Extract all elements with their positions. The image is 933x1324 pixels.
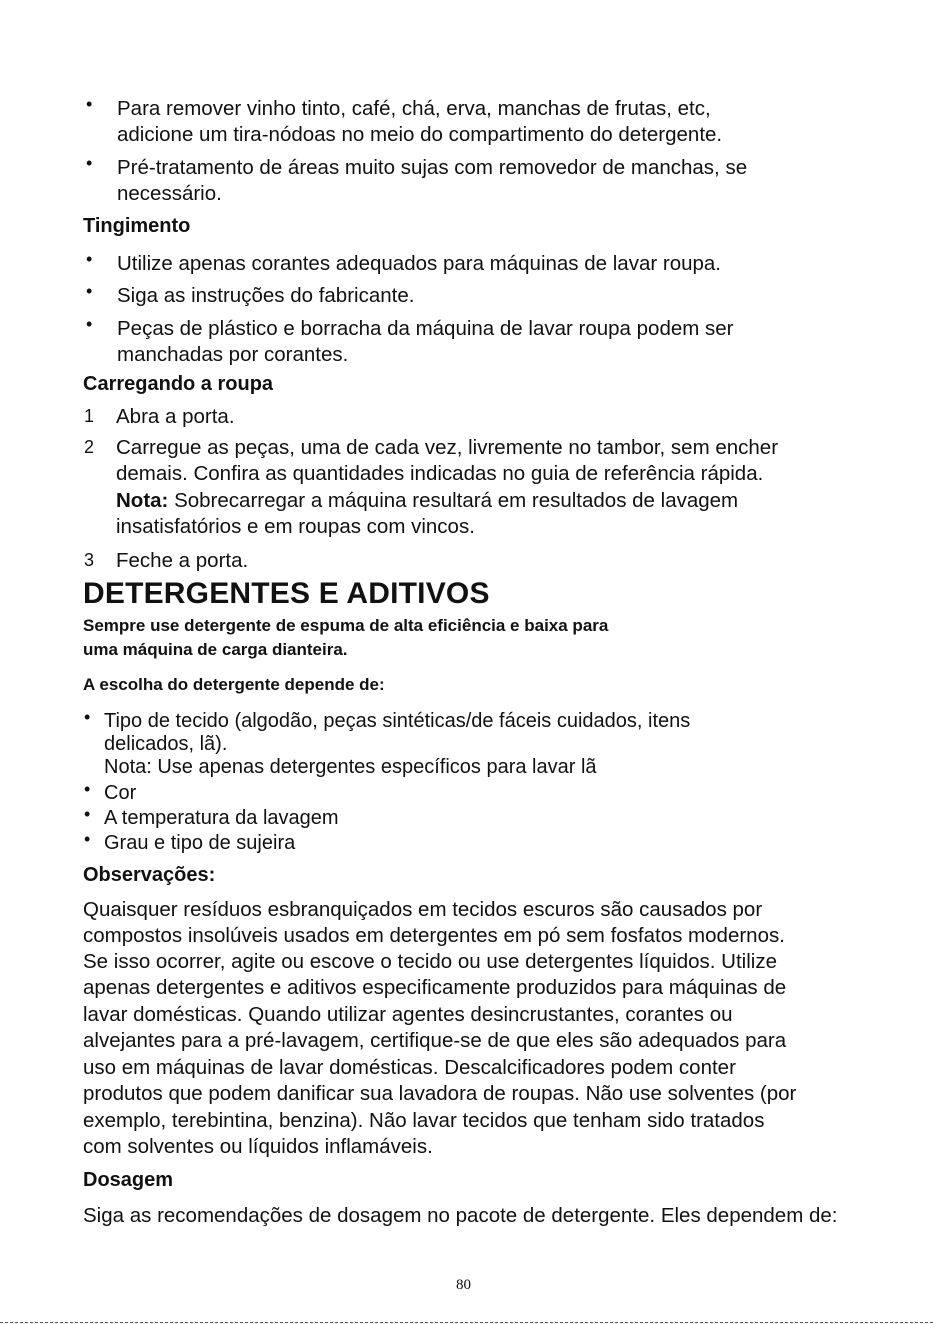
observacoes-line-2: compostos insolúveis usados em detergentes em pó sem fosfatos modernos. bbox=[83, 924, 785, 947]
intro-bullet-2-line-1: Pré-tratamento de áreas muito sujas com removedor de manchas, se bbox=[117, 156, 748, 179]
dosagem-text: Siga as recomendações de dosagem no pacote de detergente. Eles dependem de: bbox=[83, 1204, 838, 1227]
intro-bullet-2-line-2: necessário. bbox=[117, 182, 222, 205]
bullet-marker: • bbox=[86, 314, 93, 334]
observacoes-line-5: lavar domésticas. Quando utilizar agentes desincrustantes, corantes ou bbox=[83, 1003, 733, 1026]
bullet-marker: • bbox=[86, 249, 93, 269]
observacoes-line-1: Quaisquer resíduos esbranquiçados em tecidos escuros são causados por bbox=[83, 898, 763, 921]
dosagem-heading: Dosagem bbox=[83, 1169, 174, 1191]
step-3-text: Feche a porta. bbox=[116, 549, 249, 572]
section-title: DETERGENTES E ADITIVOS bbox=[83, 577, 490, 610]
choice-item-1-line-2: delicados, lã). bbox=[104, 733, 228, 755]
step-number: 3 bbox=[84, 550, 95, 570]
choice-item-4: Grau e tipo de sujeira bbox=[104, 832, 296, 854]
intro-bullet-1-line-1: Para remover vinho tinto, café, chá, erva, manchas de frutas, etc, bbox=[117, 97, 711, 120]
observacoes-line-10: com solventes ou líquidos inflamáveis. bbox=[83, 1135, 433, 1158]
observacoes-heading: Observações: bbox=[83, 864, 216, 886]
observacoes-line-8: produtos que podem danificar sua lavadora de roupas. Não use solventes (por bbox=[83, 1082, 797, 1105]
observacoes-line-3: Se isso ocorrer, agite ou escove o tecido ou use detergentes líquidos. Utilize bbox=[83, 950, 777, 973]
choice-item-2: Cor bbox=[104, 782, 137, 804]
step-number: 2 bbox=[84, 437, 95, 457]
bullet-marker: • bbox=[84, 829, 91, 849]
bullet-marker: • bbox=[84, 804, 91, 824]
choice-heading: A escolha do detergente depende de: bbox=[83, 675, 385, 694]
tingimento-bullet-3-line-2: manchadas por corantes. bbox=[117, 343, 349, 366]
step-2-note-line-2: insatisfatórios e em roupas com vincos. bbox=[116, 515, 475, 538]
step-number: 1 bbox=[84, 406, 95, 426]
bullet-marker: • bbox=[86, 94, 93, 114]
tingimento-bullet-3-line-1: Peças de plástico e borracha da máquina de lavar roupa podem ser bbox=[117, 317, 734, 340]
step-2-line-2: demais. Confira as quantidades indicadas no guia de referência rápida. bbox=[116, 462, 764, 485]
step-1-text: Abra a porta. bbox=[116, 405, 235, 428]
step-2-note-line-1 bbox=[116, 488, 738, 514]
choice-item-3: A temperatura da lavagem bbox=[104, 807, 339, 829]
step-2-line-1: Carregue as peças, uma de cada vez, livremente no tambor, sem encher bbox=[116, 436, 779, 459]
note-label: Nota: bbox=[116, 489, 169, 512]
tingimento-bullet-2: Siga as instruções do fabricante. bbox=[117, 284, 415, 307]
intro-bullet-1-line-2: adicione um tira-nódoas no meio do compartimento do detergente. bbox=[117, 123, 723, 146]
choice-item-1-note: Nota: Use apenas detergentes específicos para lavar lã bbox=[104, 756, 597, 778]
observacoes-line-6: alvejantes para a pré-lavagem, certifique-se de que eles são adequados para bbox=[83, 1029, 787, 1052]
bullet-marker: • bbox=[86, 153, 93, 173]
note-text: Sobrecarregar a máquina resultará em resultados de lavagem bbox=[168, 489, 739, 512]
observacoes-line-4: apenas detergentes e aditivos especificamente produzidos para máquinas de bbox=[83, 976, 787, 999]
subtitle-line-2: uma máquina de carga dianteira. bbox=[83, 640, 348, 659]
page-bottom-rule bbox=[0, 1322, 933, 1323]
observacoes-line-7: uso em máquinas de lavar domésticas. Descalcificadores podem conter bbox=[83, 1056, 736, 1079]
observacoes-line-9: exemplo, terebintina, benzina). Não lavar tecidos que tenham sido tratados bbox=[83, 1109, 765, 1132]
carregando-heading: Carregando a roupa bbox=[83, 373, 274, 395]
bullet-marker: • bbox=[84, 707, 91, 727]
page-number: 80 bbox=[456, 1277, 471, 1293]
choice-item-1-line-1: Tipo de tecido (algodão, peças sintéticas/de fáceis cuidados, itens bbox=[104, 710, 691, 732]
tingimento-bullet-1: Utilize apenas corantes adequados para máquinas de lavar roupa. bbox=[117, 252, 721, 275]
tingimento-heading: Tingimento bbox=[83, 215, 191, 237]
bullet-marker: • bbox=[84, 779, 91, 799]
bullet-marker: • bbox=[86, 281, 93, 301]
subtitle-line-1: Sempre use detergente de espuma de alta eficiência e baixa para bbox=[83, 616, 609, 635]
